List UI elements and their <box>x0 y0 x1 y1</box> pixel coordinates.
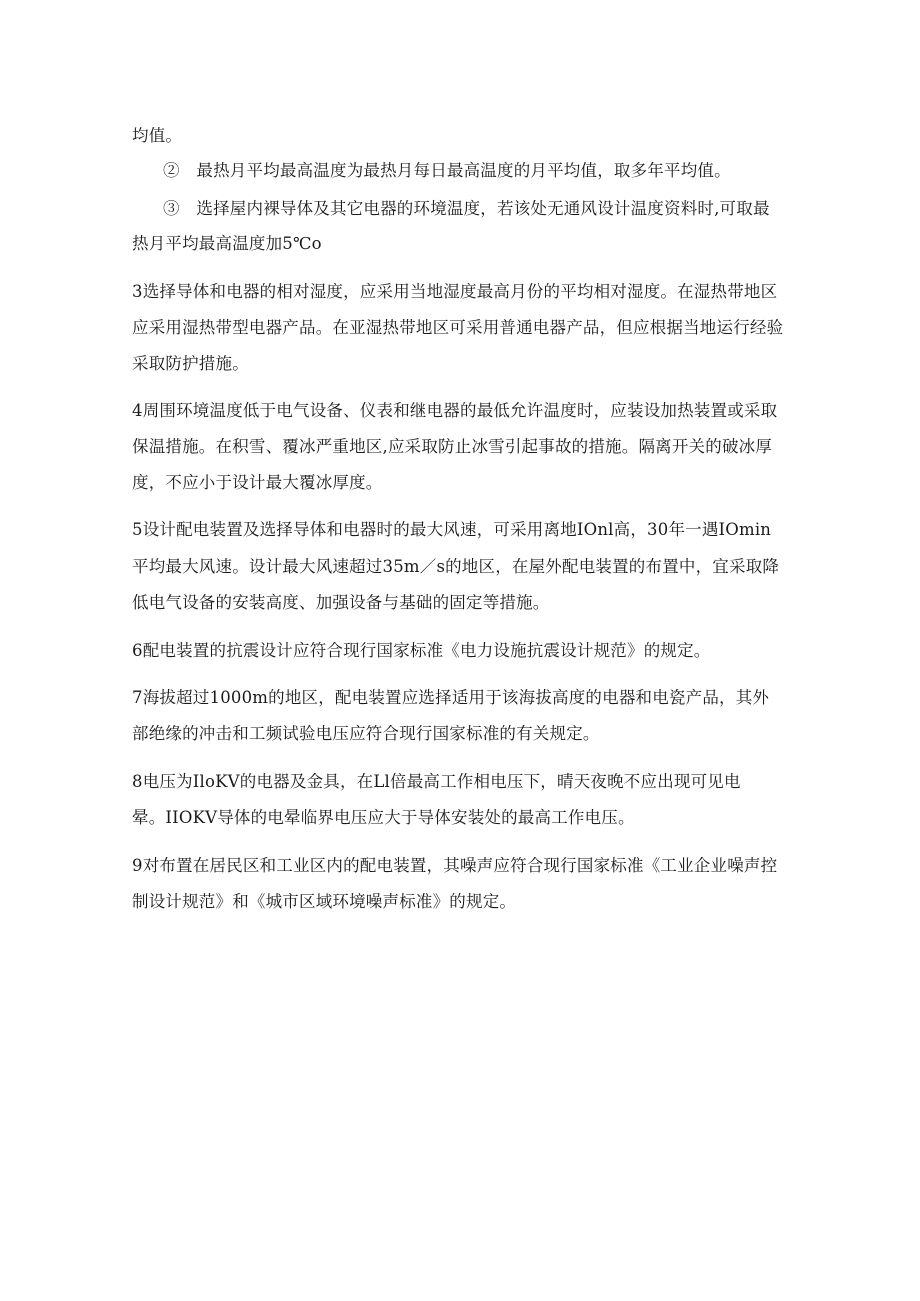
text-line: 晕。IIOKV导体的电晕临界电压应大于导体安装处的最高工作电压。 <box>132 808 635 827</box>
text-line: ③ 选择屋内裸导体及其它电器的环境温度，若该处无通风设计温度资料时,可取最 <box>163 199 770 218</box>
text-line: 度，不应小于设计最大覆冰厚度。 <box>132 473 383 492</box>
text-line: 采取防护措施。 <box>132 354 249 373</box>
text-line: 3选择导体和电器的相对湿度，应采用当地湿度最高月份的平均相对湿度。在湿热带地区 <box>132 282 778 301</box>
text-line: 均值。 <box>132 126 183 145</box>
text-line: 7海拔超过1000m的地区，配电装置应选择适用于该海拔高度的电器和电瓷产品，其外 <box>132 688 770 707</box>
text-line: ② 最热月平均最高温度为最热月每日最高温度的月平均值，取多年平均值。 <box>163 161 731 180</box>
text-line: 5设计配电装置及选择导体和电器时的最大风速，可采用离地IOnl高，30年一遇IOmin <box>132 520 772 539</box>
text-line: 低电气设备的安装高度、加强设备与基础的固定等措施。 <box>132 593 550 612</box>
text-line: 部绝缘的冲击和工频试验电压应符合现行国家标准的有关规定。 <box>132 724 600 743</box>
text-line: 制设计规范》和《城市区域环境噪声标准》的规定。 <box>132 892 517 911</box>
text-line: 8电压为IloKV的电器及金具，在Ll倍最高工作相电压下，晴天夜晚不应出现可见电 <box>132 772 741 791</box>
text-line: 9对布置在居民区和工业区内的配电装置，其噪声应符合现行国家标准《工业企业噪声控 <box>132 856 778 875</box>
text-line: 保温措施。在积雪、覆冰严重地区,应采取防止冰雪引起事故的措施。隔离开关的破冰厚 <box>132 437 773 456</box>
text-line: 4周围环境温度低于电气设备、仪表和继电器的最低允许温度时，应装设加热装置或采取 <box>132 401 778 420</box>
text-line: 6配电装置的抗震设计应符合现行国家标准《电力设施抗震设计规范》的规定。 <box>132 641 711 660</box>
text-line: 平均最大风速。设计最大风速超过35m／s的地区，在屋外配电装置的布置中，宜采取降 <box>132 557 780 576</box>
text-line: 热月平均最高温度加5℃o <box>132 234 322 253</box>
text-line: 应采用湿热带型电器产品。在亚湿热带地区可采用普通电器产品，但应根据当地运行经验 <box>132 318 784 337</box>
